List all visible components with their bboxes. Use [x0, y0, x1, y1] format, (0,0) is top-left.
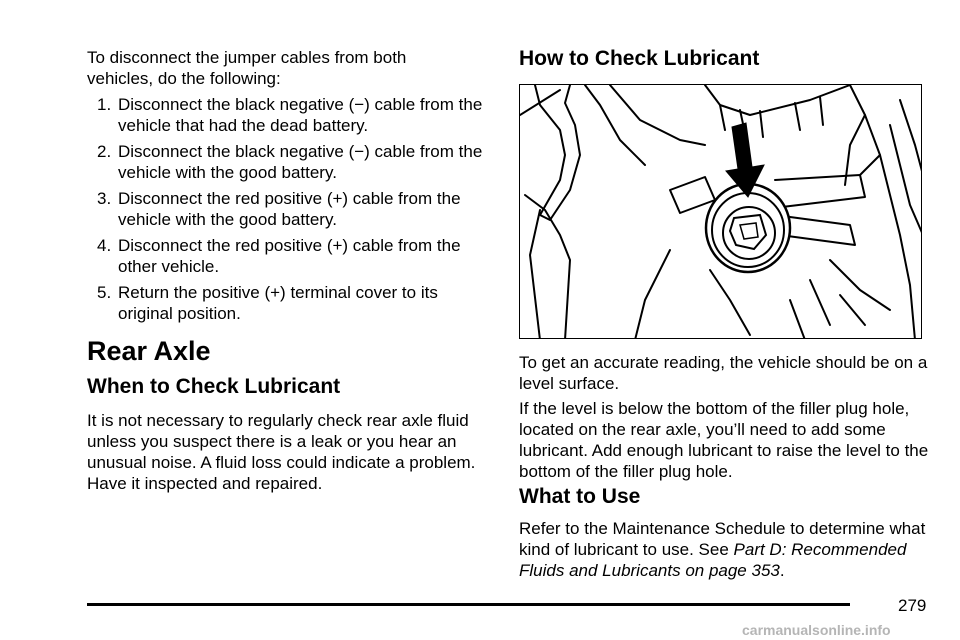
- axle-filler-plug-diagram: [520, 85, 922, 339]
- intro-text: To disconnect the jumper cables from both vehicles, do the following:: [87, 48, 407, 88]
- step-number: 5.: [97, 283, 112, 302]
- what-to-use-period: .: [779, 561, 785, 580]
- when-to-check-text: It is not necessary to regularly check rear axle fluid unless you suspect there is a leak or you hear an unusual noise. A fluid loss could indicate a problem. Have it inspected and repaired.: [87, 411, 476, 493]
- step-number: 4.: [97, 236, 112, 255]
- list-item: [87, 94, 497, 136]
- what-to-use-body: Refer to the Maintenance Schedule to determine what kind of lubricant to use. See: [519, 519, 926, 559]
- step-text: Disconnect the red positive (+) cable from the vehicle with the good battery.: [118, 189, 461, 229]
- list-item: [87, 141, 497, 183]
- filler-plug-illustration: [519, 84, 922, 339]
- fill-level-text: If the level is below the bottom of the filler plug hole, located on the rear axle, you’ll need to add some lubricant. Add enough lubricant to raise the level to the bottom of the filler plug hole.: [519, 399, 929, 481]
- accurate-reading-text: To get an accurate reading, the vehicle should be on a level surface.: [519, 353, 928, 393]
- what-to-use-heading: What to Use: [519, 485, 641, 508]
- step-text: Disconnect the black negative (−) cable from the vehicle that had the dead battery.: [118, 95, 483, 135]
- list-item: [87, 282, 497, 324]
- step-number: 1.: [97, 95, 112, 114]
- how-to-check-heading: How to Check Lubricant: [519, 47, 760, 70]
- step-text: Return the positive (+) terminal cover to its original position.: [118, 283, 438, 323]
- list-item: [87, 235, 497, 277]
- disconnect-steps-list: [87, 94, 497, 329]
- step-text: Disconnect the black negative (−) cable from the vehicle with the good battery.: [118, 142, 483, 182]
- what-to-use-text: [519, 518, 939, 581]
- footer-rule: [87, 603, 850, 606]
- step-number: 2.: [97, 142, 112, 161]
- watermark-text: carmanualsonline.info: [742, 622, 891, 638]
- step-text: Disconnect the red positive (+) cable from the other vehicle.: [118, 236, 461, 276]
- step-number: 3.: [97, 189, 112, 208]
- page-number: 279: [898, 596, 927, 615]
- section-title: Rear Axle: [87, 336, 211, 366]
- fluids-reference-link[interactable]: Part D: Recommended Fluids and Lubricants on page 353: [519, 540, 907, 580]
- list-item: [87, 188, 497, 230]
- when-to-check-heading: When to Check Lubricant: [87, 375, 341, 398]
